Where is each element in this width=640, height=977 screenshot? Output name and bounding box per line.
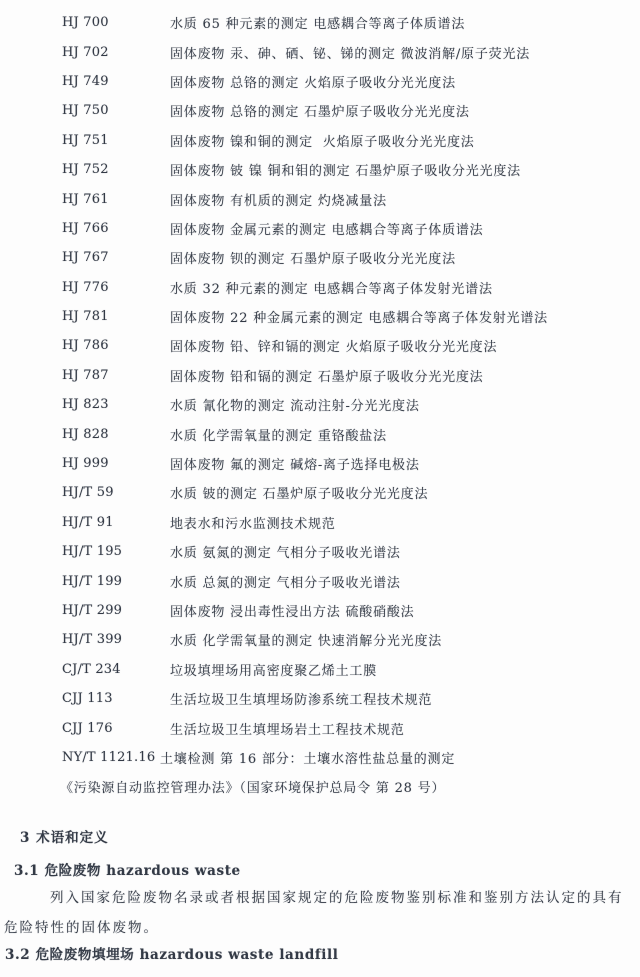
standard-title: 固体废物 钡的测定 石墨炉原子吸收分光光度法	[170, 252, 456, 268]
standard-code: HJ/T 91	[62, 514, 114, 530]
standard-row	[62, 302, 640, 331]
standard-title: 水质 氨氮的测定 气相分子吸收光谱法	[170, 546, 401, 562]
standard-code: HJ 781	[62, 309, 109, 325]
standard-code: HJ 749	[62, 73, 109, 89]
standard-title: 生活垃圾卫生填埋场岩土工程技术规范	[170, 722, 405, 738]
standard-title: 水质 氰化物的测定 流动注射-分光光度法	[170, 399, 420, 415]
standard-code: HJ 828	[62, 426, 109, 442]
standard-code: HJ 761	[62, 191, 109, 207]
standard-code: HJ/T 59	[62, 485, 114, 501]
standard-row	[62, 390, 640, 419]
term-1-definition-line-1: 列入国家危险废物名录或者根据国家规定的危险废物鉴别标准和鉴别方法认定的具有	[50, 889, 624, 906]
term-1-heading: 3.1 危险废物 hazardous waste	[14, 862, 241, 879]
standard-row	[62, 596, 640, 625]
standard-row	[62, 478, 640, 507]
standard-row	[62, 508, 640, 537]
standard-row	[62, 743, 640, 772]
regulation-note: 《污染源自动监控管理办法》（国家环境保护总局令 第 28 号）	[60, 781, 446, 797]
standard-title: 固体废物 铍 镍 铜和钼的测定 石墨炉原子吸收分光光度法	[170, 164, 521, 180]
standard-code: HJ 700	[62, 15, 109, 31]
standard-code: HJ 752	[62, 162, 109, 178]
standard-row	[62, 243, 640, 272]
standard-code: CJJ 176	[62, 720, 113, 736]
standard-code: HJ/T 199	[62, 573, 123, 589]
standards-list	[62, 0, 640, 772]
standard-row	[62, 273, 640, 302]
standard-title: 固体废物 汞、砷、硒、铋、锑的测定 微波消解/原子荧光法	[170, 46, 531, 62]
standard-row	[62, 214, 640, 243]
section-heading: 3 术语和定义	[20, 829, 109, 846]
standard-code: HJ 751	[62, 132, 109, 148]
standard-code: HJ 776	[62, 279, 109, 295]
standard-row	[62, 96, 640, 125]
standard-code: CJJ 113	[62, 691, 113, 707]
standard-code: HJ 787	[62, 367, 109, 383]
standard-code: HJ/T 299	[62, 603, 123, 618]
term-1-definition-line-2: 危险特性的固体废物。	[4, 919, 159, 936]
standard-row	[62, 684, 640, 713]
standard-title: 地表水和污水监测技术规范	[170, 516, 336, 532]
standard-code: HJ 786	[62, 338, 109, 354]
standard-title: 固体废物 金属元素的测定 电感耦合等离子体质谱法	[170, 222, 484, 238]
standard-code: HJ 766	[62, 220, 109, 236]
standard-code: HJ 767	[62, 250, 109, 266]
standard-title: 固体废物 铅和镉的测定 石墨炉原子吸收分光光度法	[170, 369, 484, 385]
standard-row	[62, 8, 640, 37]
standard-row	[62, 419, 640, 448]
standard-row	[62, 537, 640, 566]
standard-title: 生活垃圾卫生填埋场防渗系统工程技术规范	[170, 693, 433, 709]
standard-title: 土壤检测 第 16 部分：土壤水溶性盐总量的测定	[160, 751, 456, 767]
standard-row	[62, 449, 640, 478]
standard-code: HJ/T 195	[62, 544, 123, 560]
standard-title: 固体废物 有机质的测定 灼烧减量法	[170, 193, 387, 209]
standard-row	[62, 155, 640, 184]
standard-title: 固体废物 镍和铜的测定 火焰原子吸收分光光度法	[170, 134, 475, 150]
standard-row	[62, 184, 640, 213]
standard-title: 固体废物 铅、锌和镉的测定 火焰原子吸收分光光度法	[170, 340, 498, 356]
standard-title: 水质 65 种元素的测定 电感耦合等离子体质谱法	[170, 17, 466, 33]
terms-section	[0, 828, 640, 965]
standard-code: HJ 702	[62, 44, 109, 60]
standard-row	[62, 655, 640, 684]
standard-row	[62, 625, 640, 654]
standard-row	[62, 713, 640, 742]
standard-row	[62, 331, 640, 360]
standard-row	[62, 37, 640, 66]
standard-title: 水质 化学需氧量的测定 重铬酸盐法	[170, 428, 387, 444]
standard-title: 垃圾填埋场用高密度聚乙烯土工膜	[170, 663, 378, 679]
standard-title: 固体废物 总铬的测定 石墨炉原子吸收分光光度法	[170, 105, 470, 121]
term-2-heading: 3.2 危险废物填埋场 hazardous waste landfill	[5, 946, 339, 963]
standard-title: 水质 铍的测定 石墨炉原子吸收分光光度法	[170, 487, 429, 503]
standard-code: HJ 750	[62, 103, 109, 119]
standard-code: NY/T 1121.16	[62, 749, 156, 765]
standard-title: 固体废物 浸出毒性浸出方法 硫酸硝酸法	[170, 605, 415, 620]
standard-code: HJ 999	[62, 456, 109, 472]
standard-code: HJ 823	[62, 397, 109, 413]
standard-row	[62, 361, 640, 390]
standard-title: 固体废物 总铬的测定 火焰原子吸收分光光度法	[170, 75, 456, 91]
standard-title: 固体废物 氟的测定 碱熔-离子选择电极法	[170, 458, 420, 474]
standard-row	[62, 67, 640, 96]
standard-title: 水质 化学需氧量的测定 快速消解分光光度法	[170, 634, 443, 650]
standard-code: HJ/T 399	[62, 632, 123, 648]
standard-code: CJ/T 234	[62, 661, 121, 677]
standard-title: 水质 32 种元素的测定 电感耦合等离子体发射光谱法	[170, 281, 493, 297]
standard-row	[62, 126, 640, 155]
standard-title: 水质 总氮的测定 气相分子吸收光谱法	[170, 575, 401, 591]
standard-row	[62, 566, 640, 595]
standard-title: 固体废物 22 种金属元素的测定 电感耦合等离子体发射光谱法	[170, 311, 548, 327]
